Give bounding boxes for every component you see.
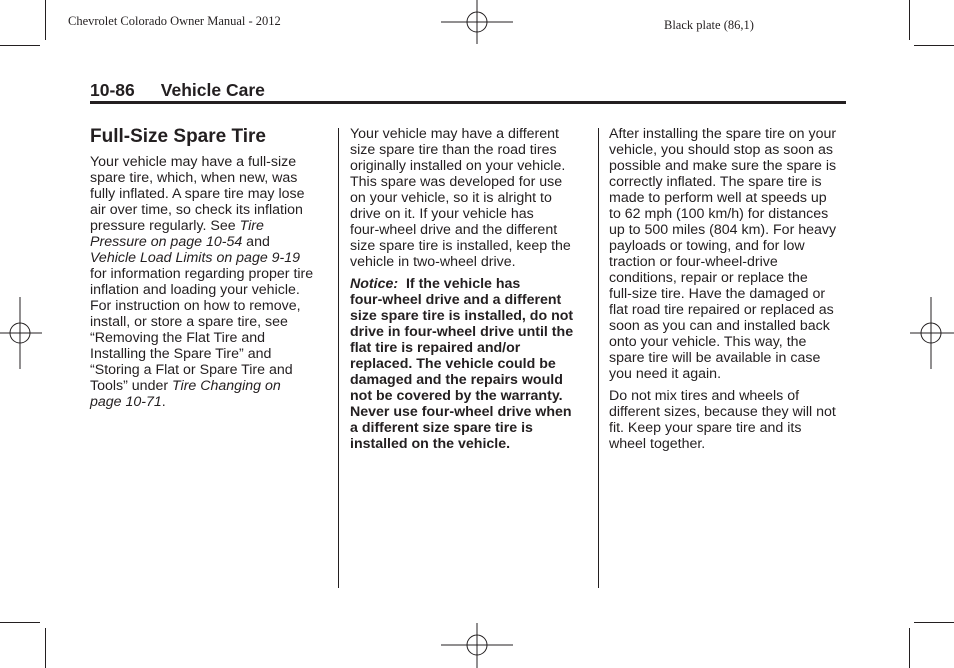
text-line [90, 186, 330, 202]
text-line [609, 436, 849, 452]
text-line [609, 142, 849, 158]
column-divider [338, 128, 339, 588]
registration-mark-bottom [441, 623, 513, 668]
text-line [609, 126, 849, 142]
text-line [90, 154, 330, 170]
text-line [350, 174, 590, 190]
crop-mark-top-left [0, 0, 46, 46]
text-line [350, 404, 590, 420]
text-segment: payloads or towing, and for low [609, 238, 805, 254]
text-line [350, 292, 590, 308]
text-segment: to 62 mph (100 km/h) for distances [609, 206, 829, 222]
text-line [609, 420, 849, 436]
text-line [90, 330, 330, 346]
text-segment: full-size tire. Have the damaged or [609, 286, 826, 302]
column-divider [598, 128, 599, 588]
text-line [609, 286, 849, 302]
text-line [90, 282, 330, 298]
body-paragraph [609, 126, 849, 382]
header-rule [90, 101, 846, 104]
text-segment: Your vehicle may have a full-size [90, 154, 297, 170]
text-segment: air over time, so check its inflation [90, 202, 303, 218]
text-line [90, 362, 330, 378]
text-segment: on your vehicle, so it is alright to [350, 190, 552, 206]
text-line [90, 298, 330, 314]
text-segment: “Removing the Flat Tire and [90, 330, 266, 346]
text-segment: drive in four-wheel drive until the [350, 324, 574, 340]
text-line [350, 276, 590, 292]
text-line [90, 314, 330, 330]
text-segment: traction or four-wheel-drive [609, 254, 778, 270]
text-segment: fit. Keep your spare tire and its [609, 420, 802, 436]
text-segment: After installing the spare tire on your [609, 126, 837, 142]
text-line [609, 404, 849, 420]
text-segment: wheel together. [609, 436, 706, 452]
text-line [609, 158, 849, 174]
text-segment: Your vehicle may have a different [350, 126, 560, 142]
body-paragraph [609, 388, 849, 452]
text-line [90, 202, 330, 218]
text-segment: size spare tire than the road tires [350, 142, 557, 158]
text-segment: installed on the vehicle. [350, 436, 511, 452]
text-segment: For instruction on how to remove, [90, 298, 301, 314]
text-line [350, 372, 590, 388]
text-line [609, 388, 849, 404]
text-segment: drive on it. If your vehicle has [350, 206, 534, 222]
text-segment: onto your vehicle. This way, the [609, 334, 807, 350]
text-line [609, 206, 849, 222]
cross-reference-text: Vehicle Load Limits on page 9-19 [90, 250, 301, 266]
text-segment: Never use four-wheel drive when [350, 404, 572, 420]
text-segment: conditions, repair or replace the [609, 270, 808, 286]
text-line [350, 340, 590, 356]
column-3 [609, 126, 849, 458]
text-segment: fully inflated. A spare tire may lose [90, 186, 305, 202]
body-paragraph [350, 126, 590, 270]
text-segment: you need it again. [609, 366, 722, 382]
text-segment: for information regarding proper tire [90, 266, 314, 282]
text-line [350, 222, 590, 238]
text-line [90, 266, 330, 282]
text-segment: and [242, 234, 270, 250]
text-line [350, 436, 590, 452]
cross-reference-text: Pressure on page 10-54 [90, 234, 243, 250]
text-segment: spare tire, which, when new, was [90, 170, 298, 186]
text-line [90, 394, 330, 410]
text-segment: different sizes, because they will not [609, 404, 836, 420]
text-segment: soon as you can and installed back [609, 318, 830, 334]
text-line [609, 222, 849, 238]
text-segment: flat road tire repaired or replaced as [609, 302, 834, 318]
text-line [350, 254, 590, 270]
text-line [350, 308, 590, 324]
crop-mark-bottom-right [910, 623, 954, 668]
text-segment: flat tire is repaired and/or [350, 340, 521, 356]
cross-reference-text: Tire Changing on [172, 378, 281, 394]
text-line [609, 270, 849, 286]
text-segment: vehicle in two-wheel drive. [350, 254, 516, 270]
text-segment: four-wheel drive and the different [350, 222, 558, 238]
text-line [350, 356, 590, 372]
page-number: 10-86 [90, 80, 135, 100]
registration-mark-left [0, 297, 42, 369]
text-segment: a different size spare tire is [350, 420, 533, 436]
section-heading: Full-Size Spare Tire [90, 126, 266, 147]
text-line [609, 334, 849, 350]
notice-paragraph [350, 276, 590, 452]
text-segment: Installing the Spare Tire” and [90, 346, 272, 362]
text-segment: size spare tire is installed, do not [350, 308, 574, 324]
column-1 [90, 126, 330, 416]
text-line [90, 346, 330, 362]
crop-mark-top-right [910, 0, 954, 46]
section-title: Vehicle Care [160, 80, 265, 100]
text-segment: install, or store a spare tire, see [90, 314, 288, 330]
text-line [350, 190, 590, 206]
crop-mark-bottom-left [0, 623, 46, 668]
text-segment: up to 500 miles (804 km). For heavy [609, 222, 837, 238]
text-line [609, 302, 849, 318]
plate-manual-title: Chevrolet Colorado Owner Manual - 2012 [68, 14, 281, 28]
text-segment: size spare tire is installed, keep the [350, 238, 571, 254]
text-segment: originally installed on your vehicle. [350, 158, 566, 174]
text-segment: This spare was developed for use [350, 174, 563, 190]
cross-reference-text: page 10-71 [90, 394, 162, 410]
text-line [609, 254, 849, 270]
text-segment: damaged and the repairs would [350, 372, 563, 388]
text-segment: . [161, 394, 166, 410]
text-segment: Tools” under [90, 378, 173, 394]
text-line [609, 366, 849, 382]
registration-mark-top [441, 0, 513, 44]
text-line [350, 158, 590, 174]
text-line [350, 324, 590, 340]
text-line [350, 142, 590, 158]
text-line [90, 378, 330, 394]
body-paragraph [90, 154, 330, 410]
text-line [609, 238, 849, 254]
text-line [609, 190, 849, 206]
text-line [350, 126, 590, 142]
text-segment: replaced. The vehicle could be [350, 356, 556, 372]
text-line [609, 174, 849, 190]
text-line [350, 388, 590, 404]
text-segment: vehicle, you should stop as soon as [609, 142, 833, 158]
text-line [609, 350, 849, 366]
text-segment: possible and make sure the spare is [609, 158, 837, 174]
cross-reference-text: Notice: [350, 276, 399, 292]
text-line [90, 218, 330, 234]
registration-mark-right [910, 297, 954, 369]
text-segment: four-wheel drive and a different [350, 292, 562, 308]
text-line [350, 238, 590, 254]
text-segment: made to perform well at speeds up [609, 190, 827, 206]
text-line [350, 206, 590, 222]
running-header [90, 80, 265, 101]
text-line [90, 250, 330, 266]
text-segment: Do not mix tires and wheels of [609, 388, 800, 404]
cross-reference-text: Tire [239, 218, 264, 234]
text-segment: spare tire will be available in case [609, 350, 821, 366]
text-line [90, 234, 330, 250]
plate-label: Black plate (86,1) [664, 18, 754, 32]
text-line [350, 420, 590, 436]
text-line [90, 170, 330, 186]
text-line [609, 318, 849, 334]
text-segment: pressure regularly. See [90, 218, 240, 234]
column-2 [350, 126, 590, 458]
text-segment: inflation and loading your vehicle. [90, 282, 300, 298]
text-segment: not be covered by the warranty. [350, 388, 563, 404]
text-segment: If the vehicle has [398, 276, 521, 292]
text-segment: “Storing a Flat or Spare Tire and [90, 362, 293, 378]
text-segment: correctly inflated. The spare tire is [609, 174, 822, 190]
